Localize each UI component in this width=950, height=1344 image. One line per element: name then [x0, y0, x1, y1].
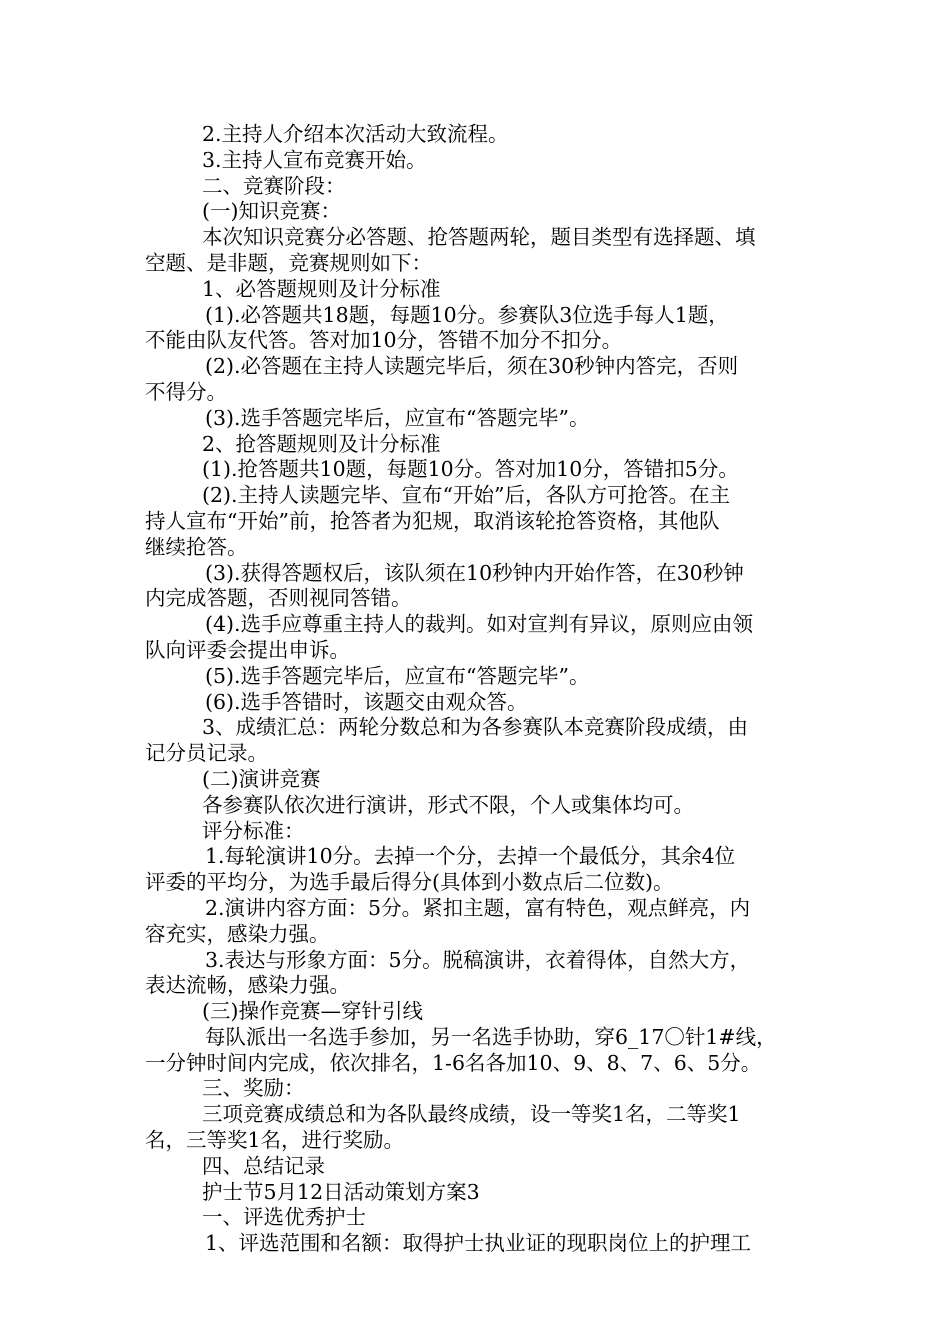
text-line: 容充实，感染力强。	[145, 921, 330, 946]
section-heading: 四、总结记录	[202, 1153, 325, 1178]
text-line: (2).必答题在主持人读题完毕后，须在30秒钟内答完，否则	[205, 354, 739, 379]
text-line: 每队派出一名选手参加，另一名选手协助，穿6_17〇针1#线，	[205, 1024, 777, 1049]
text-line: (4).选手应尊重主持人的裁判。如对宣判有异议，原则应由领	[205, 612, 754, 637]
text-line: 持人宣布“开始”前，抢答者为犯规，取消该轮抢答资格，其他队	[145, 508, 720, 533]
section-heading: 二、竞赛阶段：	[202, 173, 346, 198]
text-line: 内完成答题，否则视同答错。	[145, 586, 412, 611]
text-line: 空题、是非题，竞赛规则如下：	[145, 250, 432, 275]
subsection-heading: (三)操作竞赛—穿针引线	[202, 999, 423, 1024]
subsection-heading: (二)演讲竞赛	[202, 766, 321, 791]
text-line: (5).选手答题完毕后，应宣布“答题完毕”。	[205, 663, 590, 688]
text-line: 3.主持人宣布竞赛开始。	[202, 147, 427, 172]
plan-title: 护士节5月12日活动策划方案3	[202, 1179, 480, 1204]
rule-heading: 2、抢答题规则及计分标准	[202, 431, 441, 456]
text-line: 3.表达与形象方面：5分。脱稿演讲，衣着得体，自然大方，	[205, 947, 751, 972]
text-line: 不能由队友代答。答对加10分，答错不加分不扣分。	[145, 328, 623, 353]
text-line: (3).获得答题权后，该队须在10秒钟内开始作答，在30秒钟	[205, 560, 744, 585]
text-line: (3).选手答题完毕后，应宣布“答题完毕”。	[205, 405, 590, 430]
text-line: 评委的平均分，为选手最后得分(具体到小数点后二位数)。	[145, 870, 674, 895]
text-line: (1).抢答题共10题，每题10分。答对加10分，答错扣5分。	[202, 457, 739, 482]
text-line: 队向评委会提出申诉。	[145, 637, 350, 662]
text-line: (6).选手答错时，该题交由观众答。	[205, 689, 528, 714]
text-line: 不得分。	[145, 379, 227, 404]
text-line: 继续抢答。	[145, 534, 248, 559]
rule-heading: 1、必答题规则及计分标准	[202, 276, 441, 301]
text-line: 记分员记录。	[145, 741, 268, 766]
section-heading: 一、评选优秀护士	[202, 1205, 366, 1230]
text-line: 本次知识竞赛分必答题、抢答题两轮，题目类型有选择题、填	[202, 225, 756, 250]
text-line: 3、成绩汇总：两轮分数总和为各参赛队本竞赛阶段成绩，由	[202, 715, 749, 740]
text-line: 一分钟时间内完成，依次排名，1-6名各加10、9、8、7、6、5分。	[145, 1050, 762, 1075]
text-line: 1、评选范围和名额：取得护士执业证的现职岗位上的护理工	[205, 1231, 752, 1256]
text-line: 2.演讲内容方面：5分。紧扣主题，富有特色，观点鲜亮，内	[205, 895, 751, 920]
text-line: 三项竞赛成绩总和为各队最终成绩，设一等奖1名，二等奖1	[202, 1102, 741, 1127]
text-line: 2.主持人介绍本次活动大致流程。	[202, 122, 509, 146]
text-line: (2).主持人读题完毕、宣布“开始”后，各队方可抢答。在主	[202, 483, 731, 508]
text-line: 1.每轮演讲10分。去掉一个分，去掉一个最低分，其余4位	[205, 844, 736, 869]
text-line: (1).必答题共18题，每题10分。参赛队3位选手每人1题，	[205, 302, 729, 327]
text-line: 各参赛队依次进行演讲，形式不限，个人或集体均可。	[202, 792, 694, 817]
text-line: 表达流畅，感染力强。	[145, 973, 350, 998]
text-line: 名，三等奖1名，进行奖励。	[145, 1128, 405, 1153]
text-line: 评分标准：	[202, 818, 305, 843]
subsection-heading: (一)知识竞赛：	[202, 199, 341, 224]
section-heading: 三、奖励：	[202, 1076, 305, 1101]
document-body	[145, 122, 805, 1257]
